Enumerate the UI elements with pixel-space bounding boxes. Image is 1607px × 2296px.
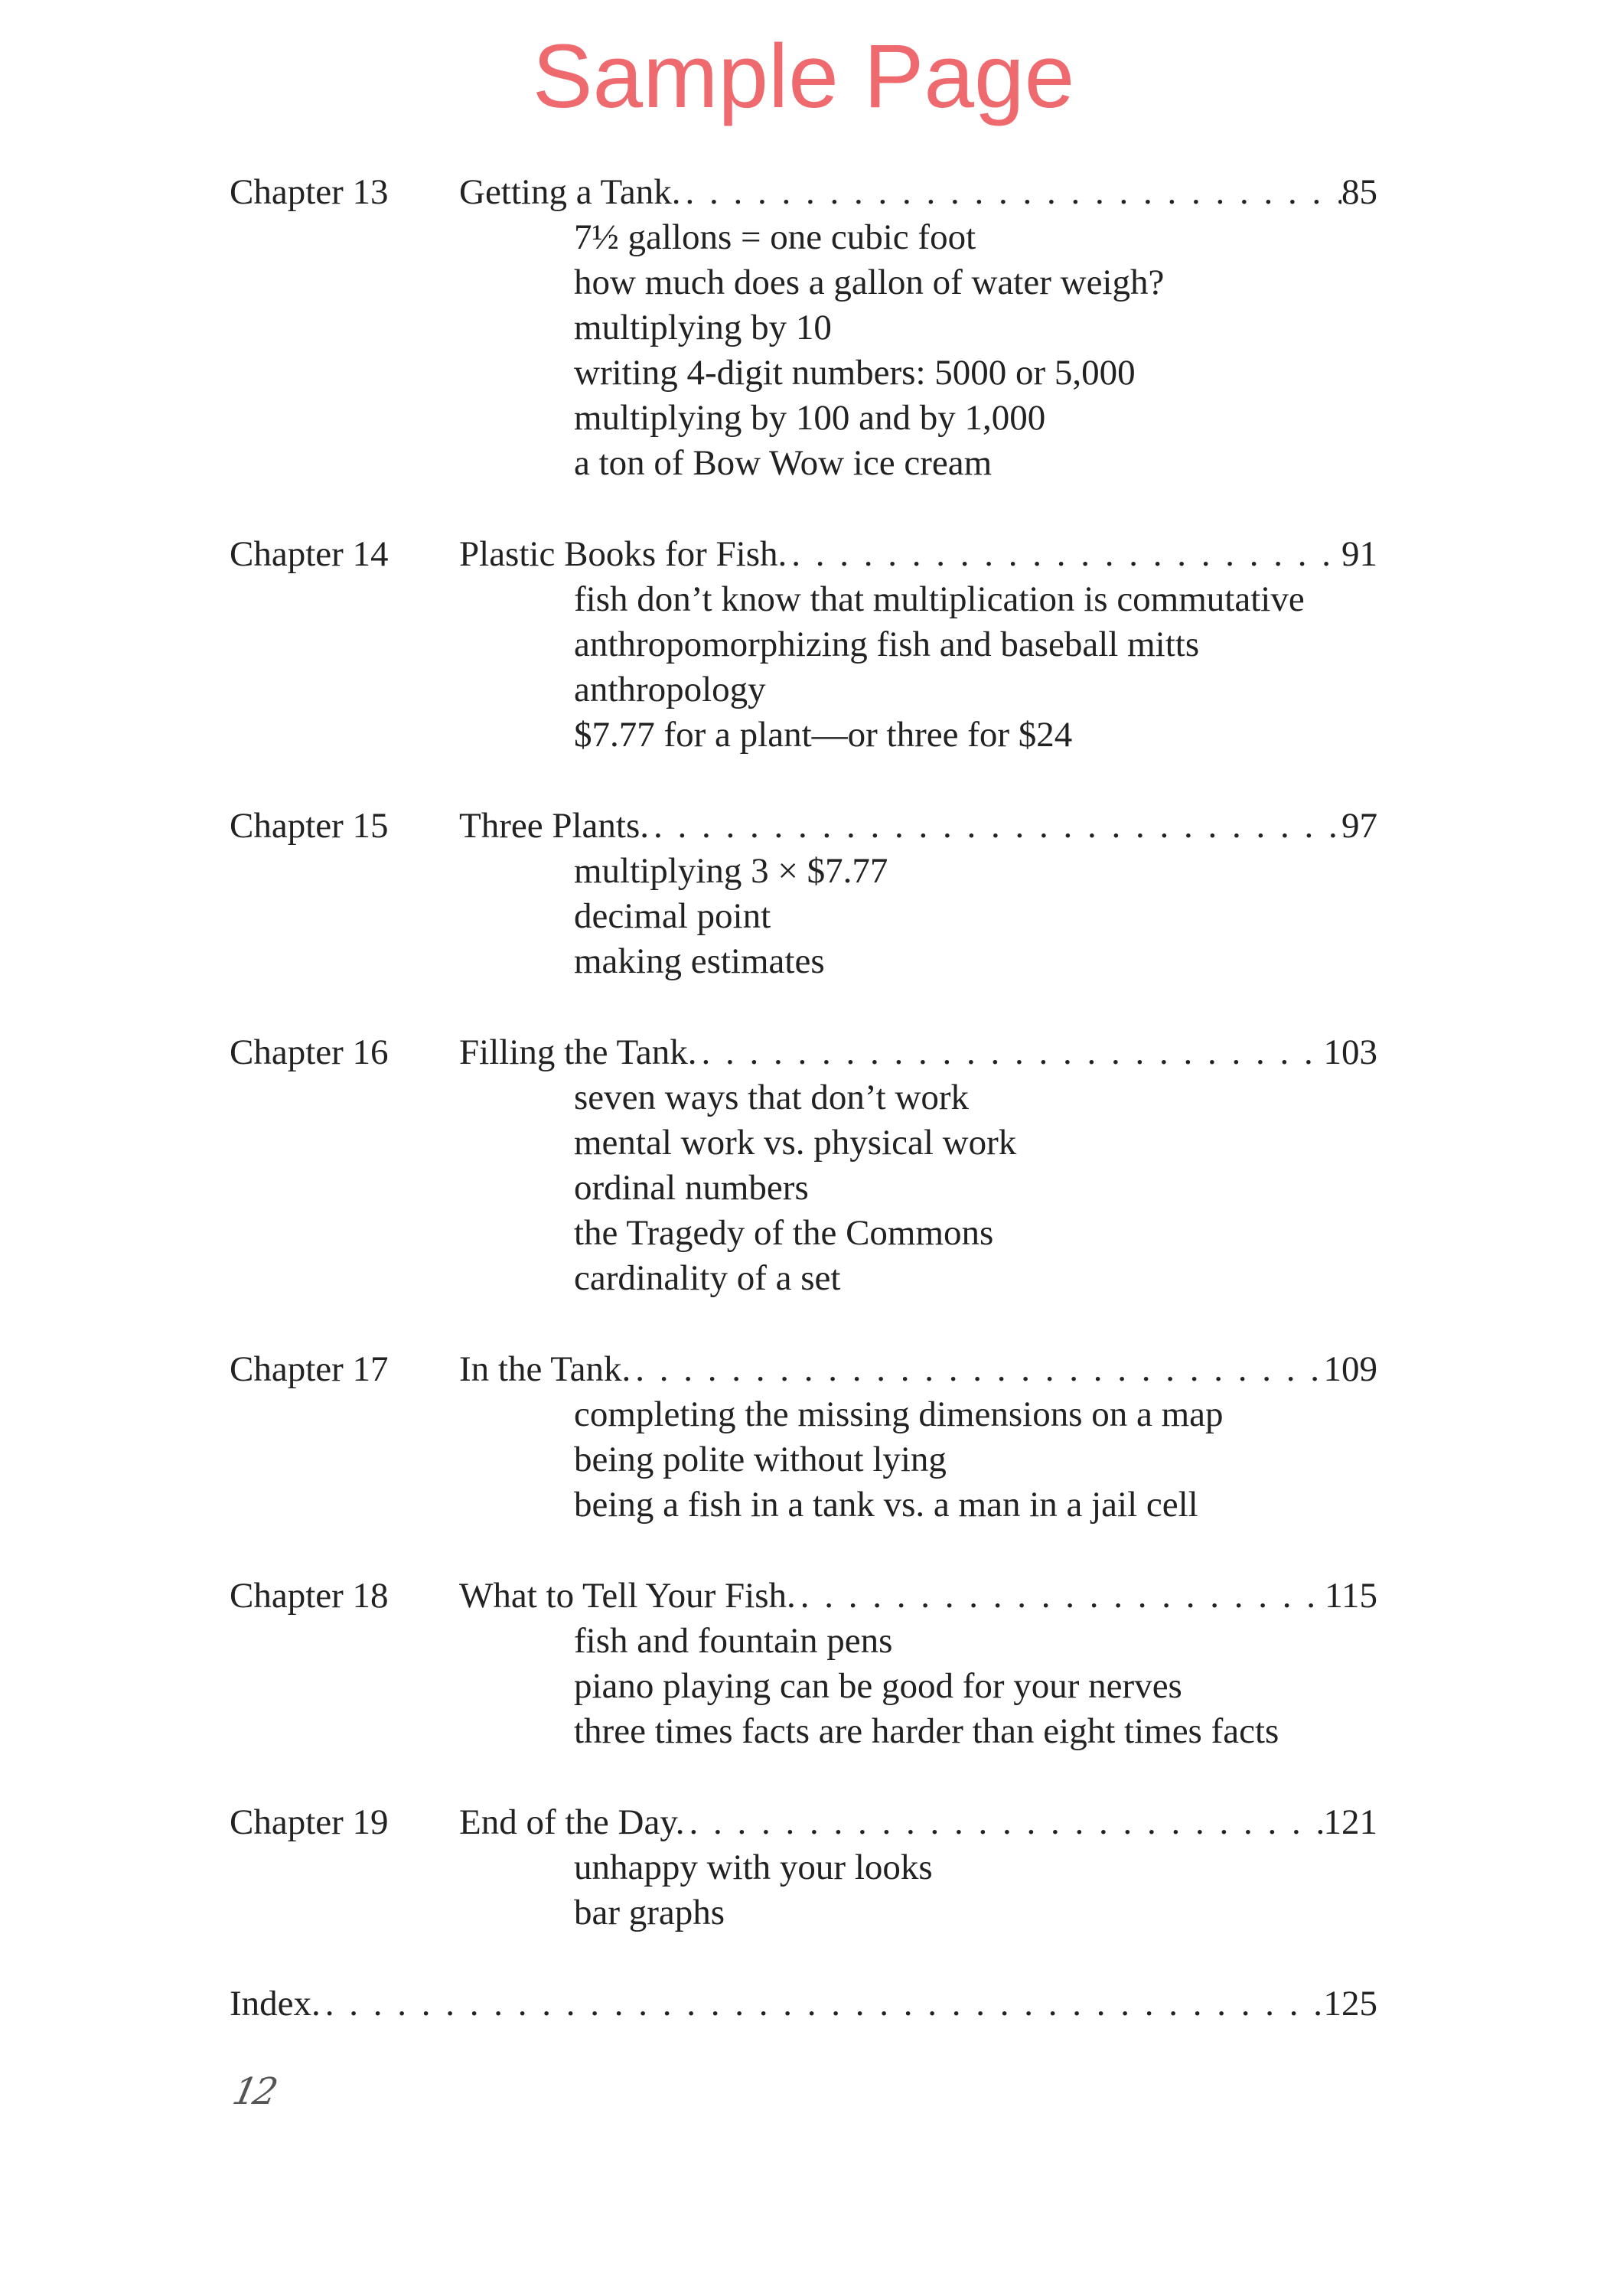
chapter-topic-list (574, 215, 1377, 486)
chapter-topic: unhappy with your looks (574, 1848, 933, 1887)
chapter-label: Chapter 17 (230, 1349, 389, 1389)
dot-leader (321, 1981, 1324, 2027)
chapter-heading-row (230, 1574, 1377, 1619)
toc-chapter-entry (230, 804, 1377, 984)
index-page-number: 125 (1323, 1984, 1377, 2024)
chapter-topic: decimal point (574, 896, 771, 936)
chapter-label: Chapter 14 (230, 534, 389, 574)
chapter-title: Filling the Tank. (459, 1032, 697, 1072)
dot-leader (685, 1800, 1324, 1845)
toc-chapter-entry (230, 1030, 1377, 1301)
dot-leader (796, 1574, 1325, 1619)
page-folio-number: 12 (229, 2070, 279, 2113)
chapter-page-number: 121 (1323, 1802, 1377, 1842)
chapter-topic: $7.77 for a plant—or three for $24 (574, 715, 1073, 755)
chapter-heading-row (230, 170, 1377, 215)
sample-page-watermark: Sample Page (532, 26, 1075, 127)
chapter-topic: how much does a gallon of water weigh? (574, 263, 1165, 302)
chapter-topic: seven ways that don’t work (574, 1078, 970, 1117)
chapter-page-number: 115 (1325, 1576, 1377, 1616)
chapter-page-number: 91 (1341, 534, 1377, 574)
chapter-topic: bar graphs (574, 1893, 725, 1932)
chapter-topic: mental work vs. physical work (574, 1123, 1017, 1163)
toc-chapter-entry (230, 532, 1377, 758)
chapter-topic: fish and fountain pens (574, 1621, 893, 1661)
dot-leader (681, 170, 1341, 215)
chapter-topic: multiplying 3 × $7.77 (574, 851, 888, 891)
chapter-page-number: 103 (1323, 1032, 1377, 1072)
chapter-topic: being polite without lying (574, 1440, 947, 1479)
chapter-title: Getting a Tank. (459, 172, 681, 212)
table-of-contents (230, 170, 1377, 2027)
toc-index-entry (230, 1981, 1377, 2027)
chapter-label: Chapter 16 (230, 1032, 389, 1072)
chapter-topic: ordinal numbers (574, 1168, 809, 1208)
chapter-title: End of the Day. (459, 1802, 685, 1842)
chapter-title: What to Tell Your Fish. (459, 1576, 796, 1616)
chapter-topic: completing the missing dimensions on a map (574, 1394, 1224, 1434)
chapter-topic-list (574, 1392, 1377, 1528)
index-title: Index. (230, 1984, 321, 2024)
chapter-heading-row (230, 532, 1377, 577)
chapter-page-number: 109 (1323, 1349, 1377, 1389)
chapter-topic-list (574, 849, 1377, 984)
chapter-list (230, 170, 1377, 1936)
dot-leader (787, 532, 1341, 577)
chapter-topic: 7½ gallons = one cubic foot (574, 217, 976, 257)
toc-chapter-entry (230, 1800, 1377, 1936)
chapter-page-number: 85 (1341, 172, 1377, 212)
chapter-topic: writing 4-digit numbers: 5000 or 5,000 (574, 353, 1136, 393)
chapter-title: Three Plants. (459, 806, 649, 846)
chapter-topic: anthropomorphizing fish and baseball mitts (574, 625, 1200, 664)
chapter-label: Chapter 19 (230, 1802, 389, 1842)
chapter-label: Chapter 18 (230, 1576, 389, 1616)
chapter-heading-row (230, 804, 1377, 849)
chapter-heading-row (230, 1030, 1377, 1075)
chapter-topic-list (574, 1075, 1377, 1301)
chapter-topic: the Tragedy of the Commons (574, 1213, 994, 1253)
dot-leader (649, 804, 1341, 849)
toc-chapter-entry (230, 1347, 1377, 1528)
chapter-title: Plastic Books for Fish. (459, 534, 787, 574)
chapter-heading-row (230, 1800, 1377, 1845)
dot-leader (631, 1347, 1323, 1392)
chapter-topic-list (574, 577, 1377, 758)
chapter-topic: multiplying by 100 and by 1,000 (574, 398, 1046, 438)
dot-leader (696, 1030, 1323, 1075)
chapter-topic-list (574, 1619, 1377, 1754)
chapter-topic: three times facts are harder than eight times facts (574, 1711, 1279, 1751)
chapter-heading-row (230, 1347, 1377, 1392)
chapter-topic: anthropology (574, 670, 766, 709)
chapter-label: Chapter 13 (230, 172, 389, 212)
chapter-page-number: 97 (1341, 806, 1377, 846)
chapter-topic: a ton of Bow Wow ice cream (574, 443, 993, 483)
chapter-topic: piano playing can be good for your nerves (574, 1666, 1182, 1706)
chapter-topic: making estimates (574, 941, 825, 981)
chapter-title: In the Tank. (459, 1349, 631, 1389)
chapter-topic: fish don’t know that multiplication is commutative (574, 579, 1305, 619)
chapter-topic: being a fish in a tank vs. a man in a jail cell (574, 1485, 1198, 1525)
chapter-topic: cardinality of a set (574, 1258, 841, 1298)
chapter-topic-list (574, 1845, 1377, 1936)
toc-chapter-entry (230, 1574, 1377, 1754)
chapter-topic: multiplying by 10 (574, 308, 832, 347)
chapter-label: Chapter 15 (230, 806, 389, 846)
toc-chapter-entry (230, 170, 1377, 486)
